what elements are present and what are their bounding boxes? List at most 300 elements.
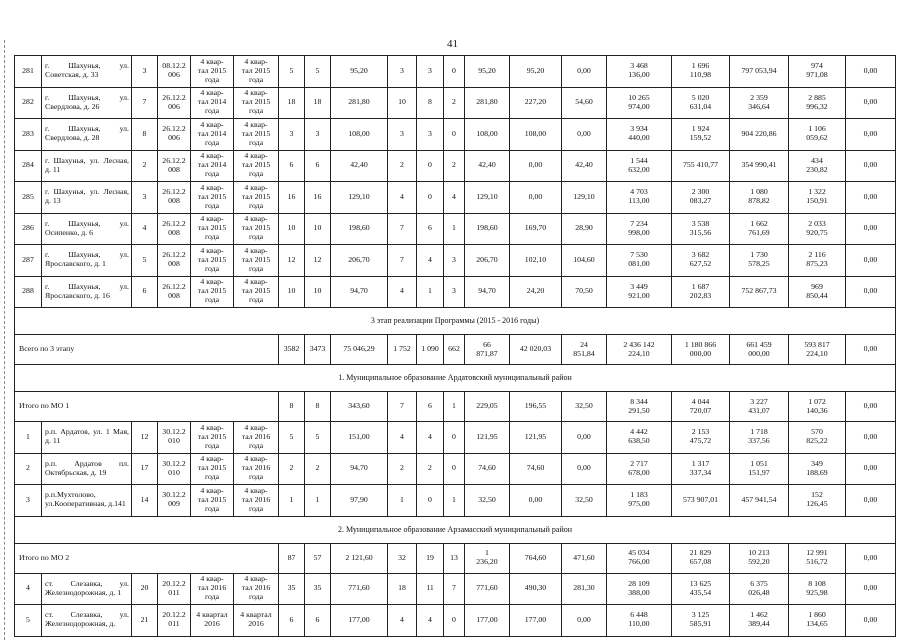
- cell-p1: 1: [388, 485, 417, 517]
- cell-a2: 32,50: [465, 485, 510, 517]
- cell-q2: 4 квар- тал 2015 года: [234, 182, 279, 214]
- cell-q2: 4 квар- тал 2015 года: [234, 87, 279, 119]
- cell-a3: 227,20: [510, 87, 562, 119]
- cell-q1: 4 квар- тал 2015 года: [191, 453, 234, 485]
- table-row: [15, 87, 896, 119]
- cell-c2: 18: [305, 87, 331, 119]
- cell-s5: 0,00: [846, 605, 896, 637]
- cell-c2: 10: [305, 213, 331, 245]
- cell-s4: 2 885 996,32: [789, 87, 846, 119]
- cell-s5: 0,00: [846, 573, 896, 605]
- cell-address: г. Шахунья, ул. Ярославского, д. 16: [42, 276, 132, 308]
- cell-address: г. Шахунья, ул. Лесная, д. 11: [42, 150, 132, 182]
- cell-q1: 4 квар- тал 2015 года: [191, 245, 234, 277]
- cell-a3: 108,00: [510, 119, 562, 151]
- cell-p2: 0: [417, 182, 444, 214]
- cell-a2: 177,00: [465, 605, 510, 637]
- cell-s5: 0,00: [846, 56, 896, 88]
- cell-s1: 1 183 975,00: [607, 485, 672, 517]
- cell-a4: 0,00: [562, 422, 607, 454]
- cell-p3: 0: [444, 453, 465, 485]
- cell-a4: 28,90: [562, 213, 607, 245]
- cell-s4: 1 860 134,65: [789, 605, 846, 637]
- cell-p3: 4: [444, 182, 465, 214]
- cell-n1: 14: [132, 485, 158, 517]
- cell-p3: 2: [444, 150, 465, 182]
- cell-s2: 1 924 159,52: [672, 119, 730, 151]
- cell-p1: 4: [388, 276, 417, 308]
- cell-n1: 8: [132, 119, 158, 151]
- cell-s2: 3 682 627,52: [672, 245, 730, 277]
- cell-s5: 0,00: [846, 422, 896, 454]
- cell-s4: 2 033 920,75: [789, 213, 846, 245]
- cell-no: 287: [15, 245, 42, 277]
- cell-p1: 10: [388, 87, 417, 119]
- cell-a4: 32,50: [562, 392, 607, 422]
- cell-a1: 151,00: [331, 422, 388, 454]
- cell-address: ст. Слезавка, ул. Железнодорожная, д.: [42, 605, 132, 637]
- cell-a3: 74,60: [510, 453, 562, 485]
- cell-n1: 2: [132, 150, 158, 182]
- cell-address: г. Шахунья, ул. Лесная, д. 13: [42, 182, 132, 214]
- cell-s5: 0,00: [846, 543, 896, 573]
- cell-c1: 10: [279, 213, 305, 245]
- cell-s1: 2 436 142 224,10: [607, 335, 672, 365]
- cell-a4: 104,60: [562, 245, 607, 277]
- stage3-heading: 3 этап реализации Программы (2015 - 2016 годы): [15, 308, 896, 335]
- cell-no: 5: [15, 605, 42, 637]
- cell-a2: 94,70: [465, 276, 510, 308]
- cell-q1: 4 квар- тал 2014 года: [191, 150, 234, 182]
- cell-s3: 6 375 026,48: [730, 573, 789, 605]
- table-row: [15, 119, 896, 151]
- cell-date: 26.12.2 008: [158, 150, 191, 182]
- cell-p3: 662: [444, 335, 465, 365]
- mo1-heading: 1. Муниципальное образование Ардатовский муниципальный район: [15, 365, 896, 392]
- cell-a3: 0,00: [510, 485, 562, 517]
- cell-s3: 1 080 878,82: [730, 182, 789, 214]
- cell-p2: 8: [417, 87, 444, 119]
- cell-no: 285: [15, 182, 42, 214]
- cell-s1: 3 934 440,00: [607, 119, 672, 151]
- cell-a4: 0,00: [562, 119, 607, 151]
- cell-c2: 10: [305, 276, 331, 308]
- cell-address: р.п. Ардатов пл. Октябрьская, д. 19: [42, 453, 132, 485]
- cell-q2: 4 квар- тал 2015 года: [234, 276, 279, 308]
- cell-c2: 6: [305, 150, 331, 182]
- cell-q1: 4 квар- тал 2015 года: [191, 182, 234, 214]
- cell-a4: 0,00: [562, 605, 607, 637]
- cell-s4: 8 108 925,98: [789, 573, 846, 605]
- cell-q1: 4 квар- тал 2014 года: [191, 87, 234, 119]
- cell-p2: 4: [417, 422, 444, 454]
- cell-a2: 229,05: [465, 392, 510, 422]
- cell-date: 08.12.2 006: [158, 56, 191, 88]
- cell-s1: 2 717 678,00: [607, 453, 672, 485]
- cell-address: р.п. Ардатов, ул. 1 Мая, д. 11: [42, 422, 132, 454]
- cell-a2: 66 871,87: [465, 335, 510, 365]
- cell-s5: 0,00: [846, 276, 896, 308]
- cell-s3: 904 220,86: [730, 119, 789, 151]
- cell-c1: 5: [279, 422, 305, 454]
- cell-s5: 0,00: [846, 392, 896, 422]
- cell-c2: 3: [305, 119, 331, 151]
- table-row: [15, 276, 896, 308]
- cell-s4: 593 817 224,10: [789, 335, 846, 365]
- cell-n1: 21: [132, 605, 158, 637]
- cell-p2: 6: [417, 392, 444, 422]
- cell-q2: 4 квартал 2016: [234, 605, 279, 637]
- cell-q2: 4 квар- тал 2015 года: [234, 150, 279, 182]
- cell-s3: 752 867,73: [730, 276, 789, 308]
- cell-a2: 95,20: [465, 56, 510, 88]
- cell-a3: 42 020,03: [510, 335, 562, 365]
- cell-s2: 755 410,77: [672, 150, 730, 182]
- cell-s5: 0,00: [846, 453, 896, 485]
- cell-date: 30.12.2 010: [158, 422, 191, 454]
- cell-p1: 4: [388, 422, 417, 454]
- cell-p2: 0: [417, 150, 444, 182]
- table-row: [15, 485, 896, 517]
- cell-s3: 1 462 389,44: [730, 605, 789, 637]
- cell-s2: 5 020 631,04: [672, 87, 730, 119]
- cell-c2: 6: [305, 605, 331, 637]
- cell-a2: 771,60: [465, 573, 510, 605]
- cell-no: 281: [15, 56, 42, 88]
- cell-a2: 206,70: [465, 245, 510, 277]
- cell-no: 1: [15, 422, 42, 454]
- cell-n1: 3: [132, 182, 158, 214]
- cell-a2: 121,95: [465, 422, 510, 454]
- cell-c1: 12: [279, 245, 305, 277]
- cell-a1: 281,80: [331, 87, 388, 119]
- cell-q2: 4 квар- тал 2016 года: [234, 422, 279, 454]
- cell-p1: 32: [388, 543, 417, 573]
- cell-date: 20.12.2 011: [158, 573, 191, 605]
- cell-c2: 5: [305, 56, 331, 88]
- cell-date: 30.12.2 010: [158, 453, 191, 485]
- cell-a4: 129,10: [562, 182, 607, 214]
- cell-s2: 1 696 110,98: [672, 56, 730, 88]
- cell-q1: 4 квартал 2016: [191, 605, 234, 637]
- cell-c2: 5: [305, 422, 331, 454]
- cell-a2: 108,00: [465, 119, 510, 151]
- cell-a3: 24,20: [510, 276, 562, 308]
- cell-p3: 0: [444, 605, 465, 637]
- cell-s2: 4 044 720,07: [672, 392, 730, 422]
- cell-s1: 3 468 136,00: [607, 56, 672, 88]
- cell-q2: 4 квар- тал 2015 года: [234, 245, 279, 277]
- cell-c2: 35: [305, 573, 331, 605]
- cell-n1: 17: [132, 453, 158, 485]
- cell-p2: 1 090: [417, 335, 444, 365]
- cell-p3: 1: [444, 392, 465, 422]
- cell-p3: 0: [444, 119, 465, 151]
- cell-s3: 1 051 151,97: [730, 453, 789, 485]
- cell-q2: 4 квар- тал 2016 года: [234, 573, 279, 605]
- table-row: [15, 422, 896, 454]
- cell-s3: 797 053,94: [730, 56, 789, 88]
- cell-s3: 661 459 000,00: [730, 335, 789, 365]
- table-row: [15, 605, 896, 637]
- cell-q1: 4 квар- тал 2015 года: [191, 276, 234, 308]
- cell-c2: 2: [305, 453, 331, 485]
- cell-p3: 2: [444, 87, 465, 119]
- cell-s4: 2 116 875,23: [789, 245, 846, 277]
- cell-s1: 28 109 388,00: [607, 573, 672, 605]
- cell-p1: 3: [388, 56, 417, 88]
- cell-a4: 54,60: [562, 87, 607, 119]
- cell-p2: 11: [417, 573, 444, 605]
- cell-p3: 3: [444, 245, 465, 277]
- cell-s1: 7 234 998,00: [607, 213, 672, 245]
- cell-a3: 764,60: [510, 543, 562, 573]
- cell-a3: 102,10: [510, 245, 562, 277]
- cell-a3: 95,20: [510, 56, 562, 88]
- cell-s3: 3 227 431,07: [730, 392, 789, 422]
- cell-a1: 129,10: [331, 182, 388, 214]
- table-row: [15, 150, 896, 182]
- cell-p1: 7: [388, 213, 417, 245]
- cell-p3: 0: [444, 56, 465, 88]
- cell-s2: 3 538 315,56: [672, 213, 730, 245]
- total-label: Всего по 3 этапу: [15, 335, 279, 365]
- cell-s4: 152 126,45: [789, 485, 846, 517]
- cell-c2: 57: [305, 543, 331, 573]
- cell-s1: 7 530 081,00: [607, 245, 672, 277]
- cell-a1: 94,70: [331, 276, 388, 308]
- cell-c1: 3: [279, 119, 305, 151]
- cell-a3: 196,55: [510, 392, 562, 422]
- cell-s2: 573 907,01: [672, 485, 730, 517]
- cell-s5: 0,00: [846, 87, 896, 119]
- mo1-total-row: [15, 392, 896, 422]
- cell-p1: 4: [388, 605, 417, 637]
- cell-n1: 20: [132, 573, 158, 605]
- cell-n1: 4: [132, 213, 158, 245]
- cell-q1: 4 квар- тал 2015 года: [191, 422, 234, 454]
- binding-margin-line: [4, 40, 5, 640]
- cell-p3: 13: [444, 543, 465, 573]
- cell-p2: 1: [417, 276, 444, 308]
- cell-s5: 0,00: [846, 213, 896, 245]
- cell-a1: 97,90: [331, 485, 388, 517]
- cell-a4: 24 851,84: [562, 335, 607, 365]
- cell-p3: 1: [444, 213, 465, 245]
- cell-c1: 6: [279, 150, 305, 182]
- cell-no: 4: [15, 573, 42, 605]
- cell-s2: 1 180 866 000,00: [672, 335, 730, 365]
- cell-p1: 1 752: [388, 335, 417, 365]
- cell-a1: 177,00: [331, 605, 388, 637]
- table-row: [15, 213, 896, 245]
- cell-c2: 1: [305, 485, 331, 517]
- cell-c1: 3582: [279, 335, 305, 365]
- cell-q2: 4 квар- тал 2015 года: [234, 213, 279, 245]
- cell-p2: 4: [417, 605, 444, 637]
- municipality-heading-row: [15, 516, 896, 543]
- cell-s5: 0,00: [846, 335, 896, 365]
- cell-a1: 198,60: [331, 213, 388, 245]
- cell-s1: 45 034 766,00: [607, 543, 672, 573]
- cell-a1: 75 046,29: [331, 335, 388, 365]
- cell-s5: 0,00: [846, 245, 896, 277]
- cell-address: г. Шахунья, ул. Ярославского, д. 1: [42, 245, 132, 277]
- cell-c1: 1: [279, 485, 305, 517]
- cell-q1: 4 квар- тал 2015 года: [191, 213, 234, 245]
- cell-s4: 12 991 516,72: [789, 543, 846, 573]
- cell-q1: 4 квар- тал 2014 года: [191, 119, 234, 151]
- cell-c1: 87: [279, 543, 305, 573]
- cell-a1: 94,70: [331, 453, 388, 485]
- cell-a4: 0,00: [562, 56, 607, 88]
- cell-date: 26.12.2 008: [158, 276, 191, 308]
- table-row: [15, 573, 896, 605]
- mo2-heading: 2. Муниципальное образование Арзамасский муниципальный район: [15, 516, 896, 543]
- cell-s4: 434 230,82: [789, 150, 846, 182]
- cell-c1: 6: [279, 605, 305, 637]
- cell-s3: 1 730 578,25: [730, 245, 789, 277]
- cell-p3: 1: [444, 485, 465, 517]
- cell-n1: 3: [132, 56, 158, 88]
- cell-no: 3: [15, 485, 42, 517]
- cell-a1: 108,00: [331, 119, 388, 151]
- cell-q2: 4 квар- тал 2015 года: [234, 56, 279, 88]
- cell-p3: 3: [444, 276, 465, 308]
- cell-a1: 206,70: [331, 245, 388, 277]
- cell-s4: 969 850,44: [789, 276, 846, 308]
- cell-s3: 10 213 592,20: [730, 543, 789, 573]
- cell-p2: 0: [417, 485, 444, 517]
- cell-a1: 2 121,60: [331, 543, 388, 573]
- cell-s3: 457 941,54: [730, 485, 789, 517]
- cell-date: 26.12.2 006: [158, 119, 191, 151]
- cell-p2: 6: [417, 213, 444, 245]
- cell-q2: 4 квар- тал 2016 года: [234, 485, 279, 517]
- cell-a1: 42,40: [331, 150, 388, 182]
- cell-no: 282: [15, 87, 42, 119]
- cell-n1: 5: [132, 245, 158, 277]
- cell-p1: 7: [388, 245, 417, 277]
- municipality-heading-row: [15, 365, 896, 392]
- cell-a2: 129,10: [465, 182, 510, 214]
- cell-a2: 74,60: [465, 453, 510, 485]
- cell-a1: 771,60: [331, 573, 388, 605]
- cell-p1: 4: [388, 182, 417, 214]
- cell-a4: 471,60: [562, 543, 607, 573]
- cell-p1: 7: [388, 392, 417, 422]
- cell-a1: 95,20: [331, 56, 388, 88]
- cell-p2: 3: [417, 56, 444, 88]
- cell-date: 26.12.2 008: [158, 182, 191, 214]
- cell-no: 283: [15, 119, 42, 151]
- cell-no: 284: [15, 150, 42, 182]
- cell-p2: 2: [417, 453, 444, 485]
- cell-address: ст. Слезавка, ул. Железнодорожная, д. 1: [42, 573, 132, 605]
- cell-no: 2: [15, 453, 42, 485]
- cell-a3: 0,00: [510, 182, 562, 214]
- cell-q1: 4 квар- тал 2016 года: [191, 573, 234, 605]
- cell-p2: 3: [417, 119, 444, 151]
- cell-a4: 0,00: [562, 453, 607, 485]
- cell-c1: 18: [279, 87, 305, 119]
- cell-p2: 19: [417, 543, 444, 573]
- cell-date: 20.12.2 011: [158, 605, 191, 637]
- cell-a2: 42,40: [465, 150, 510, 182]
- cell-address: р.п.Мухтолово, ул.Кооперативная, д.141: [42, 485, 132, 517]
- cell-no: 288: [15, 276, 42, 308]
- cell-p1: 18: [388, 573, 417, 605]
- cell-a4: 281,30: [562, 573, 607, 605]
- cell-q1: 4 квар- тал 2015 года: [191, 485, 234, 517]
- cell-a3: 0,00: [510, 150, 562, 182]
- cell-c2: 12: [305, 245, 331, 277]
- cell-p3: 7: [444, 573, 465, 605]
- cell-s1: 6 448 110,00: [607, 605, 672, 637]
- cell-s1: 4 703 113,00: [607, 182, 672, 214]
- cell-q2: 4 квар- тал 2015 года: [234, 119, 279, 151]
- cell-s1: 1 544 632,00: [607, 150, 672, 182]
- cell-s3: 1 718 337,56: [730, 422, 789, 454]
- cell-date: 30.12.2 009: [158, 485, 191, 517]
- cell-c1: 16: [279, 182, 305, 214]
- cell-p2: 4: [417, 245, 444, 277]
- cell-s5: 0,00: [846, 150, 896, 182]
- cell-s4: 570 825,22: [789, 422, 846, 454]
- cell-c1: 2: [279, 453, 305, 485]
- cell-a2: 281,80: [465, 87, 510, 119]
- cell-p3: 0: [444, 422, 465, 454]
- table-row: [15, 245, 896, 277]
- stage3-total-row: [15, 335, 896, 365]
- cell-address: г. Шахунья, ул. Осипенко, д. 6: [42, 213, 132, 245]
- cell-a3: 121,95: [510, 422, 562, 454]
- cell-s2: 2 153 475,72: [672, 422, 730, 454]
- cell-c1: 8: [279, 392, 305, 422]
- cell-a3: 169,70: [510, 213, 562, 245]
- cell-no: 286: [15, 213, 42, 245]
- cell-s1: 4 442 638,50: [607, 422, 672, 454]
- cell-a4: 42,40: [562, 150, 607, 182]
- cell-s4: 1 106 059,62: [789, 119, 846, 151]
- page-number: 41: [447, 38, 458, 50]
- table-row: [15, 56, 896, 88]
- cell-a4: 70,50: [562, 276, 607, 308]
- cell-q1: 4 квар- тал 2015 года: [191, 56, 234, 88]
- cell-a1: 343,60: [331, 392, 388, 422]
- cell-c1: 35: [279, 573, 305, 605]
- cell-p1: 3: [388, 119, 417, 151]
- cell-s5: 0,00: [846, 485, 896, 517]
- cell-address: г. Шахунья, ул. Свердлова, д. 26: [42, 87, 132, 119]
- cell-s2: 21 829 657,08: [672, 543, 730, 573]
- total-label: Итого по МО 1: [15, 392, 279, 422]
- cell-c1: 10: [279, 276, 305, 308]
- cell-s4: 1 322 150,91: [789, 182, 846, 214]
- cell-s4: 974 971,08: [789, 56, 846, 88]
- cell-q2: 4 квар- тал 2016 года: [234, 453, 279, 485]
- cell-a2: 1 236,20: [465, 543, 510, 573]
- cell-s3: 354 990,41: [730, 150, 789, 182]
- cell-c2: 8: [305, 392, 331, 422]
- cell-a3: 177,00: [510, 605, 562, 637]
- cell-n1: 6: [132, 276, 158, 308]
- mo2-total-row: [15, 543, 896, 573]
- cell-s3: 2 359 346,64: [730, 87, 789, 119]
- cell-a3: 490,30: [510, 573, 562, 605]
- stage-heading-row: [15, 308, 896, 335]
- cell-s2: 3 125 585,91: [672, 605, 730, 637]
